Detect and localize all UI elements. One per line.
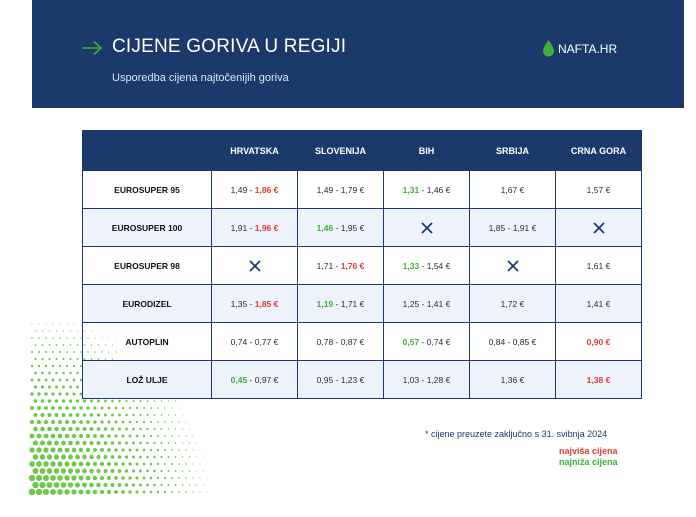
price-cell bbox=[556, 247, 642, 285]
legend-highest-price: najviša cijena bbox=[559, 446, 618, 456]
price-value: 1,76 € bbox=[340, 260, 365, 271]
price-cell bbox=[298, 247, 384, 285]
price-value: 1,33 bbox=[402, 260, 420, 271]
column-header-bih: BIH bbox=[384, 131, 470, 171]
table-row bbox=[83, 285, 642, 323]
row-label: EURODIZEL bbox=[83, 285, 212, 323]
row-label: AUTOPLIN bbox=[83, 323, 212, 361]
price-cell bbox=[298, 285, 384, 323]
not-available-x-icon bbox=[507, 260, 519, 272]
row-label: EUROSUPER 100 bbox=[83, 209, 212, 247]
row-label: LOŽ ULJE bbox=[83, 361, 212, 399]
price-cell bbox=[298, 361, 384, 399]
price-value: - 0,74 € bbox=[419, 336, 451, 347]
price-value: 1,49 - 1,79 € bbox=[316, 184, 365, 195]
price-value: 0,90 € bbox=[586, 336, 611, 347]
column-header-slovenija: SLOVENIJA bbox=[298, 131, 384, 171]
price-value: - 0,97 € bbox=[247, 374, 279, 385]
price-cell bbox=[470, 323, 556, 361]
price-cell bbox=[384, 171, 470, 209]
price-value: 0,74 - 0,77 € bbox=[230, 336, 279, 347]
price-value: - 1,71 € bbox=[333, 298, 365, 309]
fuel-price-table bbox=[82, 130, 642, 399]
price-cell bbox=[298, 171, 384, 209]
price-cell bbox=[212, 323, 298, 361]
price-value: 1,85 € bbox=[254, 298, 279, 309]
row-label: EUROSUPER 98 bbox=[83, 247, 212, 285]
price-value: 1,86 € bbox=[254, 184, 279, 195]
price-cell bbox=[212, 209, 298, 247]
price-cell bbox=[384, 209, 470, 247]
column-header-hrvatska: HRVATSKA bbox=[212, 131, 298, 171]
price-value: 1,35 - bbox=[230, 298, 255, 309]
price-value: 1,91 - bbox=[230, 222, 255, 233]
price-cell bbox=[556, 361, 642, 399]
table-header-row bbox=[83, 131, 642, 171]
price-value: 1,71 - bbox=[316, 260, 341, 271]
price-value: 1,41 € bbox=[586, 298, 611, 309]
price-value: 1,96 € bbox=[254, 222, 279, 233]
price-value: 1,19 bbox=[316, 298, 334, 309]
price-cell bbox=[298, 323, 384, 361]
price-cell bbox=[384, 323, 470, 361]
price-value: - 1,95 € bbox=[333, 222, 365, 233]
price-value: 1,38 € bbox=[586, 374, 611, 385]
price-cell bbox=[470, 285, 556, 323]
price-value: 0,84 - 0,85 € bbox=[488, 336, 537, 347]
price-cell bbox=[384, 285, 470, 323]
page-title: CIJENE GORIVA U REGIJI bbox=[112, 36, 347, 57]
column-header-crna-gora: CRNA GORA bbox=[556, 131, 642, 171]
price-value: 0,57 bbox=[402, 336, 420, 347]
price-value: 0,45 bbox=[230, 374, 248, 385]
price-value: 1,31 bbox=[402, 184, 420, 195]
legend-lowest-price: najniža cijena bbox=[559, 457, 618, 467]
price-cell bbox=[298, 209, 384, 247]
not-available-x-icon bbox=[421, 222, 433, 234]
price-cell bbox=[212, 171, 298, 209]
price-cell bbox=[212, 285, 298, 323]
table-row bbox=[83, 171, 642, 209]
column-header-srbija: SRBIJA bbox=[470, 131, 556, 171]
table-row bbox=[83, 323, 642, 361]
price-value: 1,36 € bbox=[500, 374, 525, 385]
not-available-x-icon bbox=[249, 260, 261, 272]
price-value: 1,57 € bbox=[586, 184, 611, 195]
footnote: * cijene preuzete zaključno s 31. svibnja 2024 bbox=[425, 429, 608, 439]
price-cell bbox=[470, 171, 556, 209]
price-value: 1,72 € bbox=[500, 298, 525, 309]
price-cell bbox=[556, 171, 642, 209]
price-cell bbox=[556, 323, 642, 361]
table-row bbox=[83, 209, 642, 247]
price-cell bbox=[384, 247, 470, 285]
price-cell bbox=[556, 285, 642, 323]
price-cell bbox=[470, 209, 556, 247]
price-value: 1,67 € bbox=[500, 184, 525, 195]
row-label: EUROSUPER 95 bbox=[83, 171, 212, 209]
column-header bbox=[83, 131, 212, 171]
price-value: 1,03 - 1,28 € bbox=[402, 374, 451, 385]
price-cell bbox=[212, 361, 298, 399]
droplet-icon bbox=[543, 40, 554, 57]
price-value: - 1,46 € bbox=[419, 184, 451, 195]
price-value: - 1,54 € bbox=[419, 260, 451, 271]
price-value: 0,78 - 0,87 € bbox=[316, 336, 365, 347]
price-value: 1,49 - bbox=[230, 184, 255, 195]
price-cell bbox=[470, 247, 556, 285]
not-available-x-icon bbox=[593, 222, 605, 234]
price-value: 1,85 - 1,91 € bbox=[488, 222, 537, 233]
price-cell bbox=[384, 361, 470, 399]
price-value: 0,95 - 1,23 € bbox=[316, 374, 365, 385]
price-cell bbox=[556, 209, 642, 247]
price-cell bbox=[470, 361, 556, 399]
price-cell bbox=[212, 247, 298, 285]
table-row bbox=[83, 361, 642, 399]
arrow-right-icon bbox=[81, 40, 103, 56]
price-value: 1,61 € bbox=[586, 260, 611, 271]
page-subtitle: Usporedba cijena najtočenijih goriva bbox=[112, 72, 289, 84]
brand-logo: NAFTA.HR bbox=[558, 42, 618, 56]
price-value: 1,46 bbox=[316, 222, 334, 233]
table-row bbox=[83, 247, 642, 285]
price-value: 1,25 - 1,41 € bbox=[402, 298, 451, 309]
